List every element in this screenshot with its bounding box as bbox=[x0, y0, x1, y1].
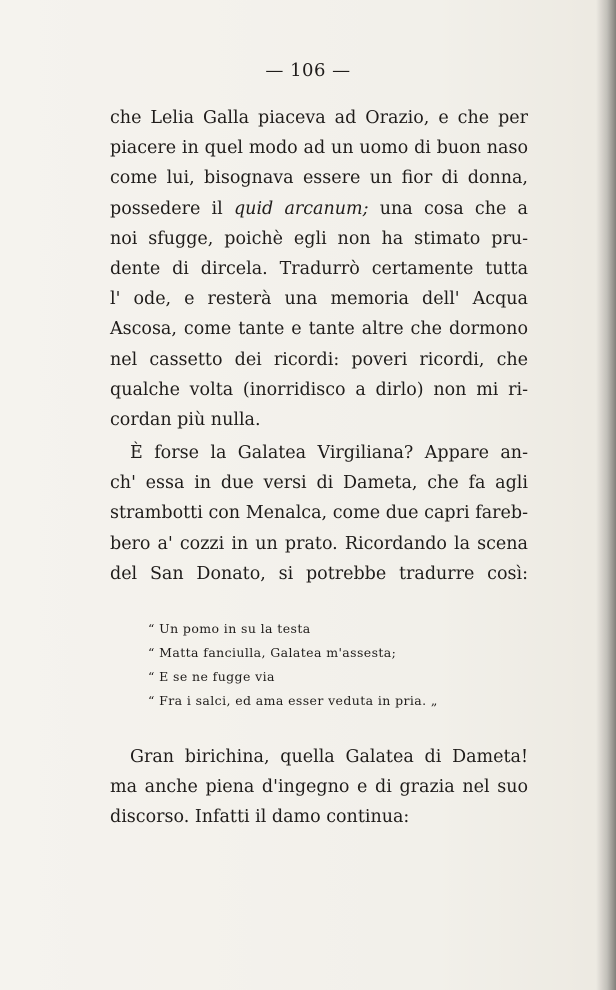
text-line: come lui, bisognava essere un fior di donna, bbox=[110, 168, 528, 189]
verse-quotation bbox=[148, 617, 438, 713]
text-line: dente di dircela. Tradurrò certamente tutta bbox=[110, 258, 528, 279]
verse-line: “ Fra i salci, ed ama esser veduta in pria. „ bbox=[148, 693, 438, 708]
text-line: piacere in quel modo ad un uomo di buon naso bbox=[110, 138, 528, 159]
italic-phrase: quid arcanum; bbox=[233, 198, 369, 219]
text-line: strambotti con Menalca, come due capri fareb- bbox=[110, 503, 528, 524]
text-line: Ascosa, come tante e tante altre che dormono bbox=[110, 319, 528, 340]
text-fragment: possedere il bbox=[110, 198, 234, 219]
text-fragment: una cosa che a bbox=[368, 198, 528, 219]
text-line-with-italic bbox=[110, 194, 528, 224]
text-line: l' ode, e resterà una memoria dell' Acqua bbox=[110, 289, 528, 310]
paragraph-2 bbox=[110, 438, 528, 589]
text-line: che Lelia Galla piaceva ad Orazio, e che per bbox=[110, 108, 528, 128]
text-line: qualche volta (inorridisco a dirlo) non mi ri- bbox=[110, 379, 528, 400]
text-line: noi sfugge, poichè egli non ha stimato pru- bbox=[110, 228, 528, 249]
text-line: nel cassetto dei ricordi: poveri ricordi, che bbox=[110, 349, 528, 370]
text-line: ch' essa in due versi di Dameta, che fa agli bbox=[110, 473, 528, 494]
text-line: cordan più nulla. bbox=[110, 409, 261, 430]
verse-line: “ Matta fanciulla, Galatea m'assesta; bbox=[148, 645, 397, 660]
text-line: È forse la Galatea Virgiliana? Appare an- bbox=[130, 443, 528, 463]
verse-line: “ E se ne fugge via bbox=[148, 669, 275, 684]
text-line: discorso. Infatti il damo continua: bbox=[110, 807, 410, 828]
paragraph-3 bbox=[110, 742, 528, 833]
text-line: del San Donato, si potrebbe tradurre così: bbox=[110, 563, 528, 584]
text-line: Gran birichina, quella Galatea di Dameta! bbox=[130, 747, 528, 767]
text-line: ma anche piena d'ingegno e di grazia nel suo bbox=[110, 777, 528, 798]
text-line: bero a' cozzi in un prato. Ricordando la scena bbox=[110, 533, 528, 554]
verse-line: “ Un pomo in su la testa bbox=[148, 621, 311, 636]
page-number: — 106 — bbox=[265, 60, 351, 81]
page-edge-shadow bbox=[596, 0, 616, 990]
paragraph-1 bbox=[110, 103, 528, 435]
